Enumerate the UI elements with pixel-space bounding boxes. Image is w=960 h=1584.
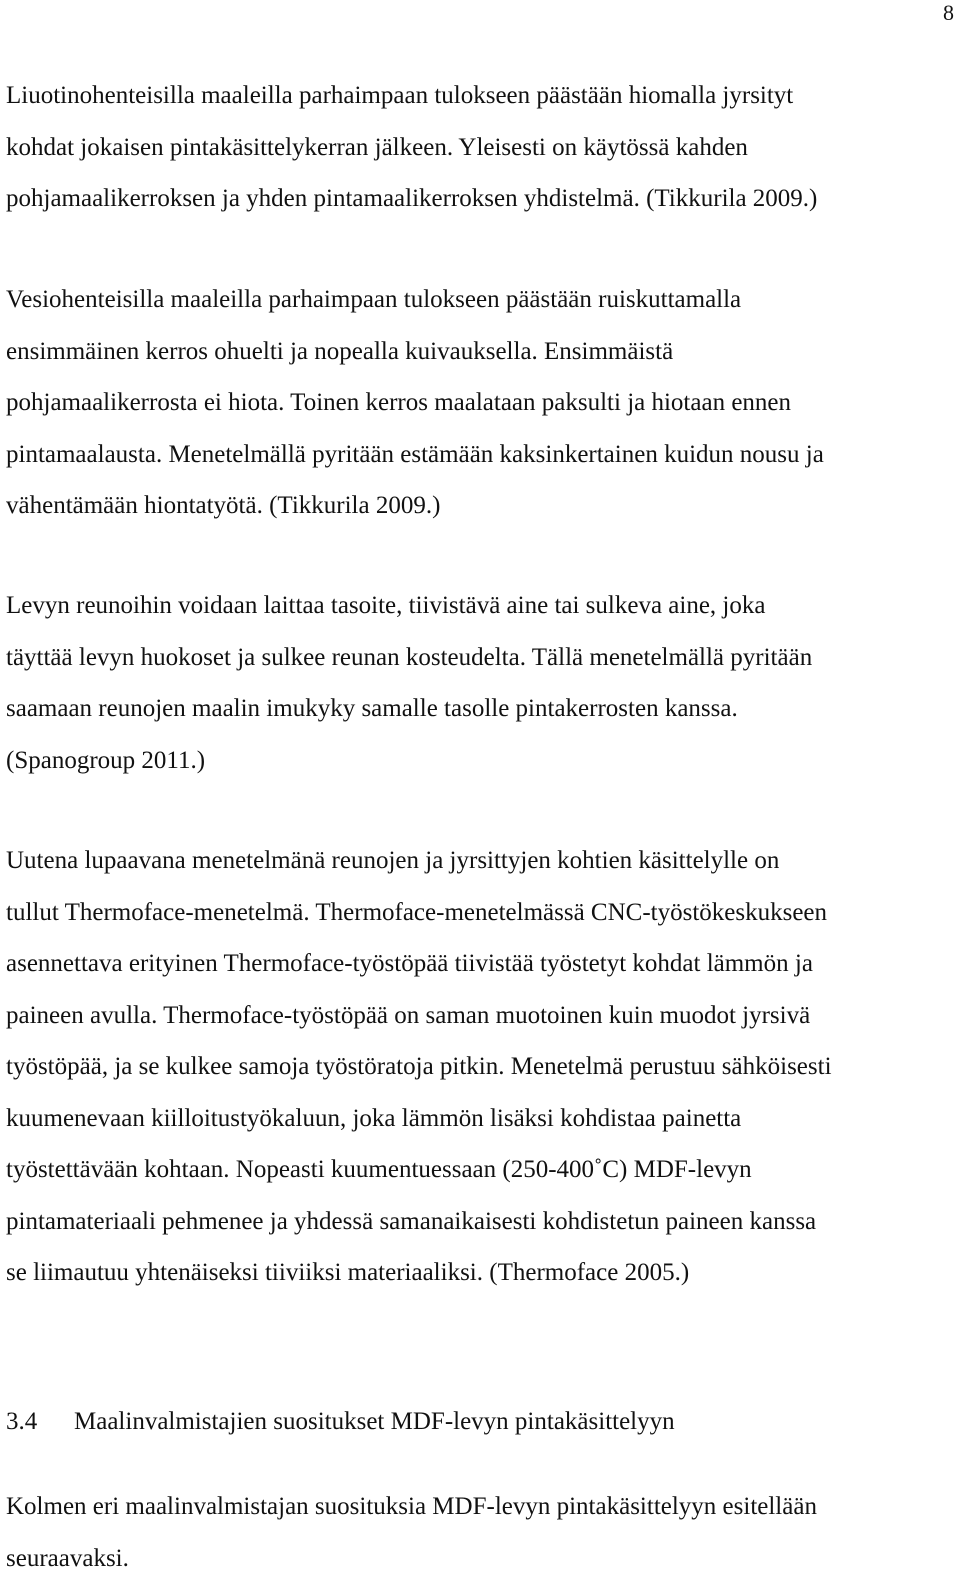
- paragraph-line: Levyn reunoihin voidaan laittaa tasoite, tiivistävä aine tai sulkeva aine, joka: [6, 580, 956, 632]
- section-number: 3.4: [6, 1396, 74, 1448]
- paragraph-line: Uutena lupaavana menetelmänä reunojen ja jyrsittyjen kohtien käsittelylle on: [6, 835, 956, 887]
- paragraph-line: Vesiohenteisilla maaleilla parhaimpaan tulokseen päästään ruiskuttamalla: [6, 274, 956, 326]
- section-title: Maalinvalmistajien suositukset MDF-levyn pintakäsittelyyn: [74, 1408, 675, 1435]
- section-heading: [6, 1396, 675, 1448]
- paragraph-line: täyttää levyn huokoset ja sulkee reunan kosteudelta. Tällä menetelmällä pyritään: [6, 632, 956, 684]
- paragraph-line: pintamateriaali pehmenee ja yhdessä samanaikaisesti kohdistetun paineen kanssa: [6, 1196, 956, 1248]
- paragraph-line: Kolmen eri maalinvalmistajan suosituksia MDF-levyn pintakäsittelyyn esitellään: [6, 1481, 956, 1533]
- paragraph-line: työstöpää, ja se kulkee samoja työstöratoja pitkin. Menetelmä perustuu sähköisesti: [6, 1041, 956, 1093]
- paragraph-line: asennettava erityinen Thermoface-työstöpää tiivistää työstetyt kohdat lämmön ja: [6, 938, 956, 990]
- paragraph-line: (Spanogroup 2011.): [6, 735, 956, 787]
- paragraph-line: paineen avulla. Thermoface-työstöpää on saman muotoinen kuin muodot jyrsivä: [6, 990, 956, 1042]
- paragraph-line: työstettävään kohtaan. Nopeasti kuumentuessaan (250-400˚C) MDF-levyn: [6, 1144, 956, 1196]
- paragraph-line: pohjamaalikerrosta ei hiota. Toinen kerros maalataan paksulti ja hiotaan ennen: [6, 377, 956, 429]
- paragraph-solvent-paints: [6, 70, 956, 225]
- paragraph-line: seuraavaksi.: [6, 1533, 956, 1584]
- paragraph-line: kuumenevaan kiilloitustyökaluun, joka lämmön lisäksi kohdistaa painetta: [6, 1093, 956, 1145]
- paragraph-line: tullut Thermoface-menetelmä. Thermoface-menetelmässä CNC-työstökeskukseen: [6, 887, 956, 939]
- paragraph-line: vähentämään hiontatyötä. (Tikkurila 2009.): [6, 480, 956, 532]
- paragraph-board-edges: [6, 580, 956, 786]
- paragraph-water-based-paints: [6, 274, 956, 532]
- paragraph-line: pintamaalausta. Menetelmällä pyritään estämään kaksinkertainen kuidun nousu ja: [6, 429, 956, 481]
- paragraph-thermoface: [6, 835, 956, 1299]
- paragraph-line: Liuotinohenteisilla maaleilla parhaimpaan tulokseen päästään hiomalla jyrsityt: [6, 70, 956, 122]
- paragraph-line: ensimmäinen kerros ohuelti ja nopealla kuivauksella. Ensimmäistä: [6, 326, 956, 378]
- paragraph-line: kohdat jokaisen pintakäsittelykerran jälkeen. Yleisesti on käytössä kahden: [6, 122, 956, 174]
- paragraph-line: se liimautuu yhtenäiseksi tiiviiksi materiaaliksi. (Thermoface 2005.): [6, 1247, 956, 1299]
- page-number: 8: [943, 0, 954, 26]
- paragraph-line: pohjamaalikerroksen ja yhden pintamaalikerroksen yhdistelmä. (Tikkurila 2009.): [6, 173, 956, 225]
- paragraph-line: saamaan reunojen maalin imukyky samalle tasolle pintakerrosten kanssa.: [6, 683, 956, 735]
